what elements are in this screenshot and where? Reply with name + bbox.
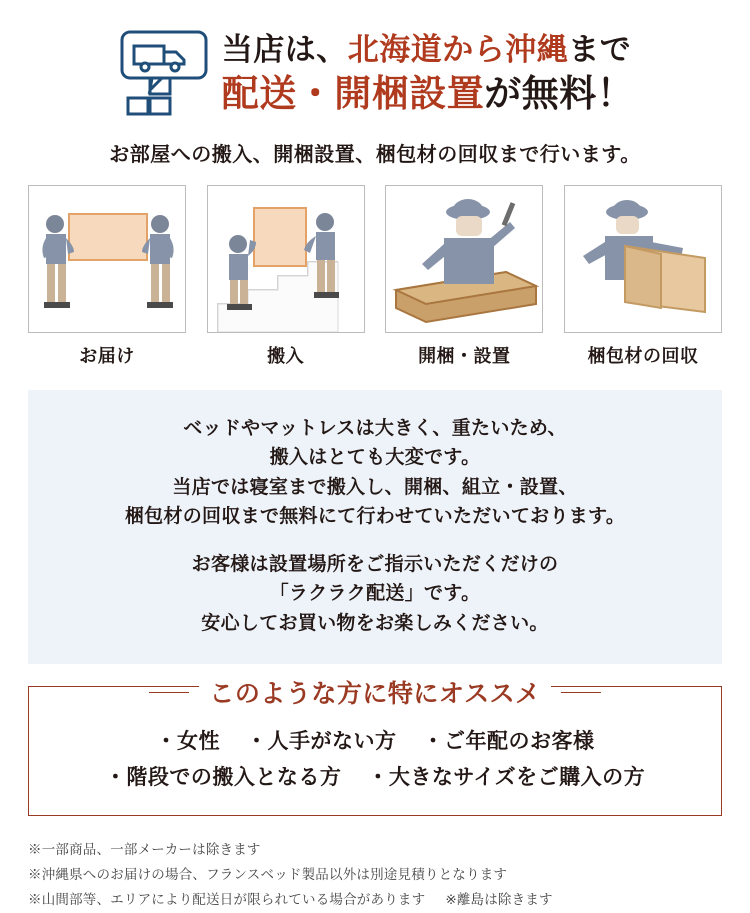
recommendation-item: ・大きなサイズをご購入の方	[367, 765, 646, 789]
headline-line1-part2: 北海道から沖縄	[347, 31, 569, 67]
subheadline: お部屋への搬入、開梱設置、梱包材の回収まで行います。	[109, 144, 641, 166]
step-unpack-install	[385, 185, 543, 368]
step-delivery	[28, 185, 186, 368]
step-carry-in	[207, 185, 365, 368]
footnotes	[28, 838, 722, 913]
recommendation-title: このような方に特にオススメ	[199, 674, 550, 710]
note-line: 当店では寝室まで搬入し、開梱、組立・設置、	[172, 476, 578, 498]
note-line: 搬入はとても大変です。	[269, 447, 481, 469]
step-label: 梱包材の回収	[587, 346, 699, 366]
recommendation-item: ・女性	[155, 730, 220, 754]
headline-line2-part2: が無料！	[484, 73, 635, 115]
headline-line1-part3: まで	[568, 31, 632, 67]
note-line: ベッドやマットレスは大きく、重たいため、	[183, 418, 567, 439]
note-line: 梱包材の回収まで無料にて行わせていただいております。	[124, 506, 626, 528]
recommendation-title-wrap	[39, 674, 711, 710]
two-movers-carrying-mattress-icon	[28, 185, 186, 333]
step-label: お届け	[79, 346, 135, 366]
recommendation-item: ・階段での搬入となる方	[104, 765, 342, 789]
worker-collecting-cardboard-icon	[564, 185, 722, 333]
recommendation-item: ・人手がない方	[246, 730, 397, 754]
footnote: ※沖縄県へのお届けの場合、フランスベッド製品以外は別途見積りとなります	[28, 867, 508, 883]
worker-assembling-bed-frame-icon	[385, 185, 543, 333]
note-spacer	[38, 532, 712, 550]
header	[0, 0, 750, 122]
rule-right	[561, 692, 601, 693]
note-line: お客様は設置場所をご指示いただくだけの	[191, 553, 559, 575]
headline	[222, 31, 635, 118]
step-label: 開梱・設置	[418, 346, 511, 366]
rule-left	[149, 692, 189, 693]
step-packaging-recovery	[564, 185, 722, 368]
delivery-truck-icon	[116, 26, 212, 122]
footnote: ※一部商品、一部メーカーは除きます	[28, 842, 261, 858]
service-description-box	[28, 390, 722, 664]
recommendation-item: ・ご年配のお客様	[422, 730, 595, 754]
movers-carrying-up-stairs-icon	[207, 185, 365, 333]
footnote-row	[28, 888, 722, 913]
note-line: 安心してお買い物をお楽しみください。	[201, 612, 549, 634]
headline-line2-part1: 配送・開梱設置	[221, 73, 485, 115]
footnote: ※離島は除きます	[445, 892, 553, 908]
recommendation-row	[39, 760, 711, 796]
recommendation-row	[39, 724, 711, 760]
note-line: 「ラクラク配送」です。	[269, 583, 481, 605]
step-label: 搬入	[267, 346, 305, 366]
steps-row	[0, 167, 750, 368]
headline-line1-part1: 当店は、	[221, 31, 348, 67]
footnote: ※山間部等、エリアにより配送日が限られている場合があります	[28, 892, 426, 908]
recommendation-box	[28, 680, 722, 816]
recommendation-list	[39, 724, 711, 795]
